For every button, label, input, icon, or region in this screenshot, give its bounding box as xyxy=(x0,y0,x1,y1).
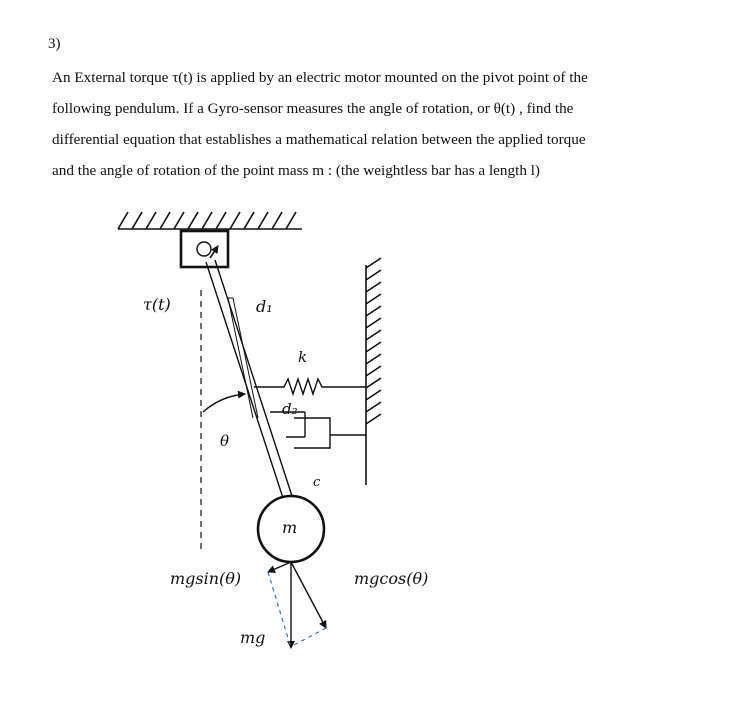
problem-line-1: An External torque τ(t) is applied by an electric motor mounted on the pivot point of the xyxy=(52,69,588,86)
ceiling xyxy=(118,212,302,229)
damper-coefficient-label: c xyxy=(313,475,321,490)
angle-label: θ xyxy=(220,432,230,450)
spring xyxy=(254,379,366,394)
damper-mid-label: d₂ xyxy=(282,400,298,418)
force-decomposition-dashes xyxy=(268,572,326,648)
spring-label: k xyxy=(298,348,308,366)
weight-label: mg xyxy=(240,628,266,647)
problem-line-2: following pendulum. If a Gyro-sensor measures the angle of rotation, or θ(t) , find the xyxy=(52,100,574,117)
force-cos-label: mgcos(θ) xyxy=(354,569,429,588)
pendulum-bar xyxy=(206,260,292,498)
angle-arc xyxy=(203,394,245,412)
bar-damper xyxy=(228,298,258,418)
torque-label: τ(t) xyxy=(143,295,171,314)
bar-damper-label: d₁ xyxy=(256,297,273,316)
motor-housing xyxy=(181,231,228,267)
right-wall xyxy=(366,258,381,485)
problem-line-3: differential equation that establishes a mathematical relation between the applied torque xyxy=(52,131,586,148)
force-sin-label: mgsin(θ) xyxy=(170,569,242,588)
sin-force-arrow xyxy=(268,562,291,572)
problem-line-4: and the angle of rotation of the point mass m : (the weightless bar has a length l) xyxy=(52,162,540,179)
problem-number: 3) xyxy=(48,36,61,52)
cos-force-arrow xyxy=(291,562,326,628)
mass-label: m xyxy=(282,518,298,537)
